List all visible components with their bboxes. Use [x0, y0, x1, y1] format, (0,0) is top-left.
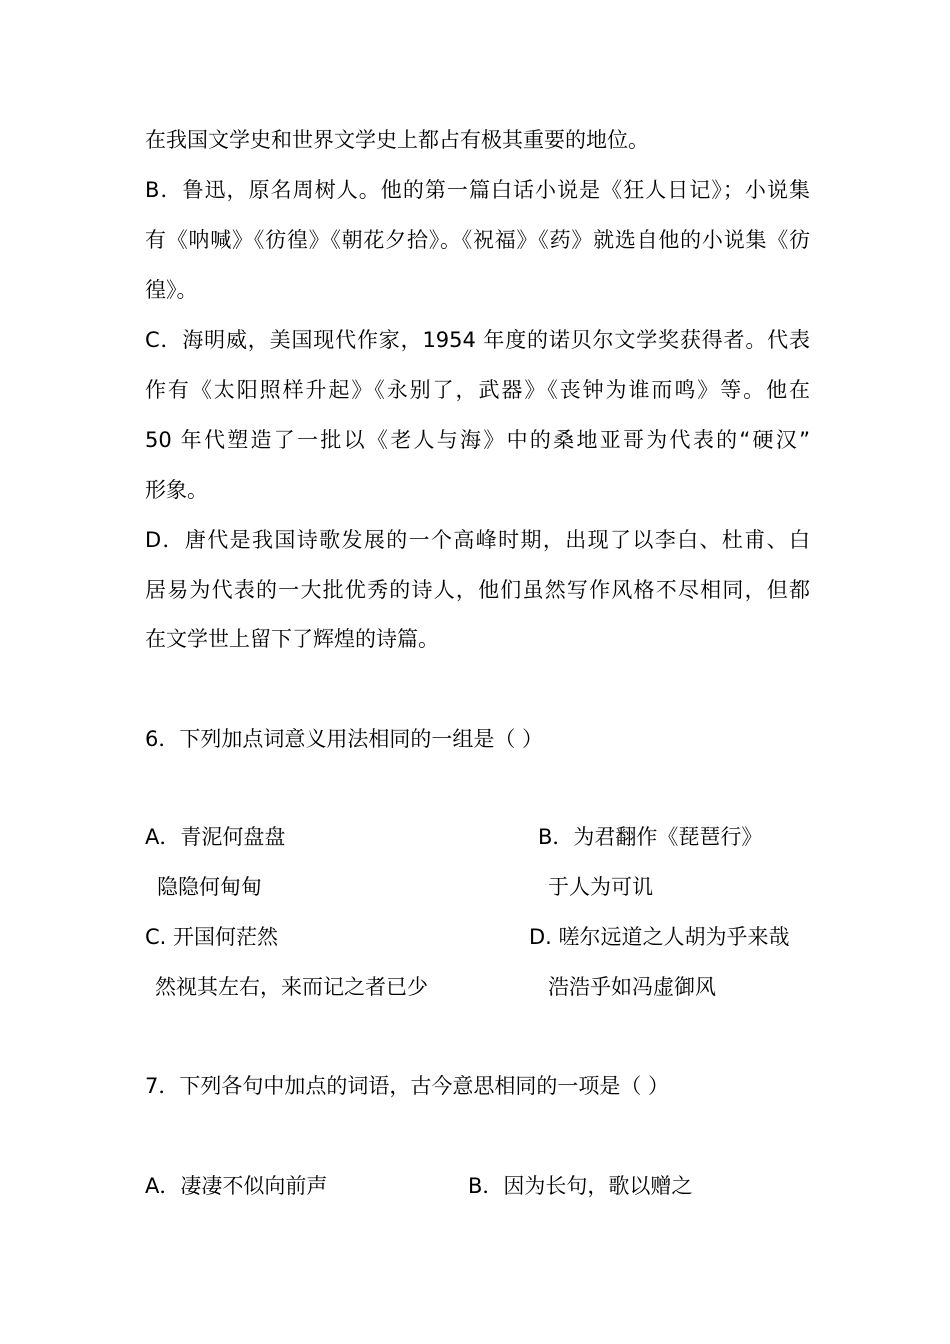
q6-option-b-line-2: 于人为可讥 [548, 875, 653, 899]
passage-line: 在我国文学史和世界文学史上都占有极其重要的地位。 [145, 128, 649, 152]
option-d-line-3: 在文学世上留下了辉煌的诗篇。 [145, 627, 439, 651]
q6-option-c-line-2: 然视其左右，来而记之者已少 [155, 975, 428, 999]
option-c-line-2: 作有《太阳照样升起》《永别了，武器》《丧钟为谁而鸣》等。他在 [145, 378, 810, 402]
option-c-line-1: C．海明威，美国现代作家，1954 年度的诺贝尔文学奖获得者。代表 [145, 328, 810, 352]
option-d-line-1: D．唐代是我国诗歌发展的一个高峰时期，出现了以李白、杜甫、白 [145, 528, 810, 552]
q6-option-b-line-1: B．为君翻作《琵琶行》 [538, 825, 763, 849]
q6-option-a-line-2: 隐隐何甸甸 [157, 875, 262, 899]
q7-option-b: B．因为长句，歌以赠之 [468, 1174, 693, 1198]
q7-option-a: A．凄凄不似向前声 [145, 1174, 328, 1198]
option-c-line-3: 50 年代塑造了一批以《老人与海》中的桑地亚哥为代表的“硬汉” [145, 428, 810, 452]
q6-option-c-line-1: C. 开国何茫然 [145, 925, 279, 949]
q6-option-a-line-1: A．青泥何盘盘 [145, 825, 286, 849]
option-b-line-3: 徨》。 [145, 278, 198, 302]
option-b-line-2: 有《呐喊》《彷徨》《朝花夕拾》。《祝福》《药》就选自他的小说集《彷 [145, 228, 810, 252]
option-c-line-4: 形象。 [145, 478, 208, 502]
q6-option-d-line-1: D. 嗟尔远道之人胡为乎来哉 [529, 925, 790, 949]
option-b-line-1: B．鲁迅，原名周树人。他的第一篇白话小说是《狂人日记》；小说集 [145, 178, 810, 202]
question-7-stem: 7．下列各句中加点的词语，古今意思相同的一项是（ ） [145, 1074, 670, 1098]
question-6-stem: 6．下列加点词意义用法相同的一组是（ ） [145, 727, 544, 751]
option-d-line-2: 居易为代表的一大批优秀的诗人，他们虽然写作风格不尽相同，但都 [145, 578, 810, 602]
q6-option-d-line-2: 浩浩乎如冯虚御风 [548, 975, 716, 999]
